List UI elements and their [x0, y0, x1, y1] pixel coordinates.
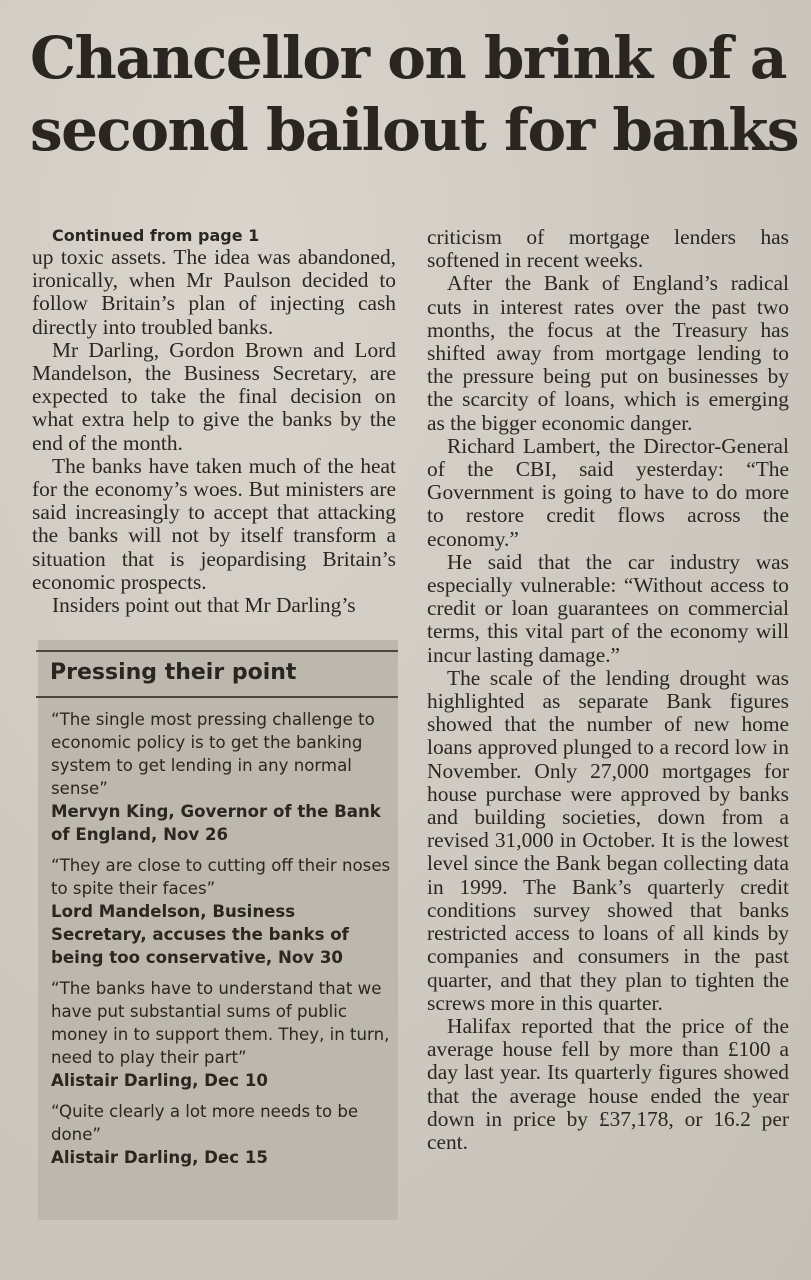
right-paragraph-1: criticism of mortgage lenders has softened in recent weeks. [427, 225, 789, 273]
panel-title: Pressing their point [50, 660, 297, 685]
headline-line-2: second bailout for banks [30, 96, 799, 164]
quote-attribution: Lord Mandelson, Business Secretary, accuses the banks of being too conservative, Nov 30 [51, 902, 349, 967]
right-column [427, 226, 789, 1154]
right-paragraph-2: After the Bank of England’s radical cuts in interest rates over the past two months, the focus at the Treasury has shifted away from mortgage lending to the pressure being put on businesses by the scarcity of loans, which is emerging as the bigger economic danger. [427, 271, 789, 435]
quote-text: “Quite clearly a lot more needs to be done” [51, 1102, 359, 1144]
quote-item [51, 1100, 391, 1169]
quote-item [51, 854, 391, 969]
continued-from-label: Continued from page 1 [52, 226, 260, 245]
left-paragraph-3: The banks have taken much of the heat for the economy’s woes. But ministers are said increasingly to accept that attacking the banks will not by itself transform a situation that is jeopardising Britain’s economic prospects. [32, 453, 396, 594]
quote-attribution: Mervyn King, Governor of the Bank of England, Nov 26 [51, 802, 381, 844]
quote-item [51, 977, 391, 1092]
panel-top-rule [36, 650, 398, 652]
quote-text: “The single most pressing challenge to economic policy is to get the banking system to get lending in any normal sense” [51, 710, 375, 798]
quote-text: “The banks have to understand that we have put substantial sums of public money in to support them. They, in turn, need to play their part” [51, 979, 390, 1067]
right-paragraph-3: Richard Lambert, the Director-General of the CBI, said yesterday: “The Government is going to have to do more to restore credit flows across the economy.” [427, 433, 789, 551]
quotes-list [51, 708, 391, 1177]
left-column [32, 226, 396, 617]
quote-item [51, 708, 391, 846]
quote-attribution: Alistair Darling, Dec 15 [51, 1148, 268, 1167]
headline-line-1: Chancellor on brink of a [30, 24, 786, 92]
left-paragraph-2: Mr Darling, Gordon Brown and Lord Mandelson, the Business Secretary, are expected to take the final decision on what extra help to give the banks by the end of the month. [32, 337, 396, 455]
left-paragraph-4: Insiders point out that Mr Darling’s [52, 593, 356, 618]
panel-title-rule [36, 696, 398, 698]
right-paragraph-4: He said that the car industry was especially vulnerable: “Without access to credit or loan guarantees on commercial terms, this vital part of the economy will incur lasting damage.” [427, 549, 789, 667]
right-paragraph-5: The scale of the lending drought was highlighted as separate Bank figures showed that the number of new home loans approved plunged to a record low in November. Only 27,000 mortgages for house purchase were approved by banks and building societies, down from a revised 31,000 in October. It is the lowest level since the Bank began collecting data in 1999. The Bank’s quarterly credit conditions survey showed that banks restricted access to loans of all kinds by companies and consumers in the past quarter, and that they plan to tighten the screws more in this quarter. [427, 665, 789, 1015]
quote-text: “They are close to cutting off their noses to spite their faces” [51, 856, 391, 898]
headline [30, 22, 800, 166]
left-paragraph-1: up toxic assets. The idea was abandoned, ironically, when Mr Paulson decided to follow Britain’s plan of injecting cash directly into troubled banks. [32, 245, 396, 339]
quote-attribution: Alistair Darling, Dec 10 [51, 1071, 268, 1090]
right-paragraph-6: Halifax reported that the price of the average house fell by more than £100 a day last year. Its quarterly figures showed that the average house ended the year down in price by £37,178, or 16.2 per cent. [427, 1013, 789, 1154]
